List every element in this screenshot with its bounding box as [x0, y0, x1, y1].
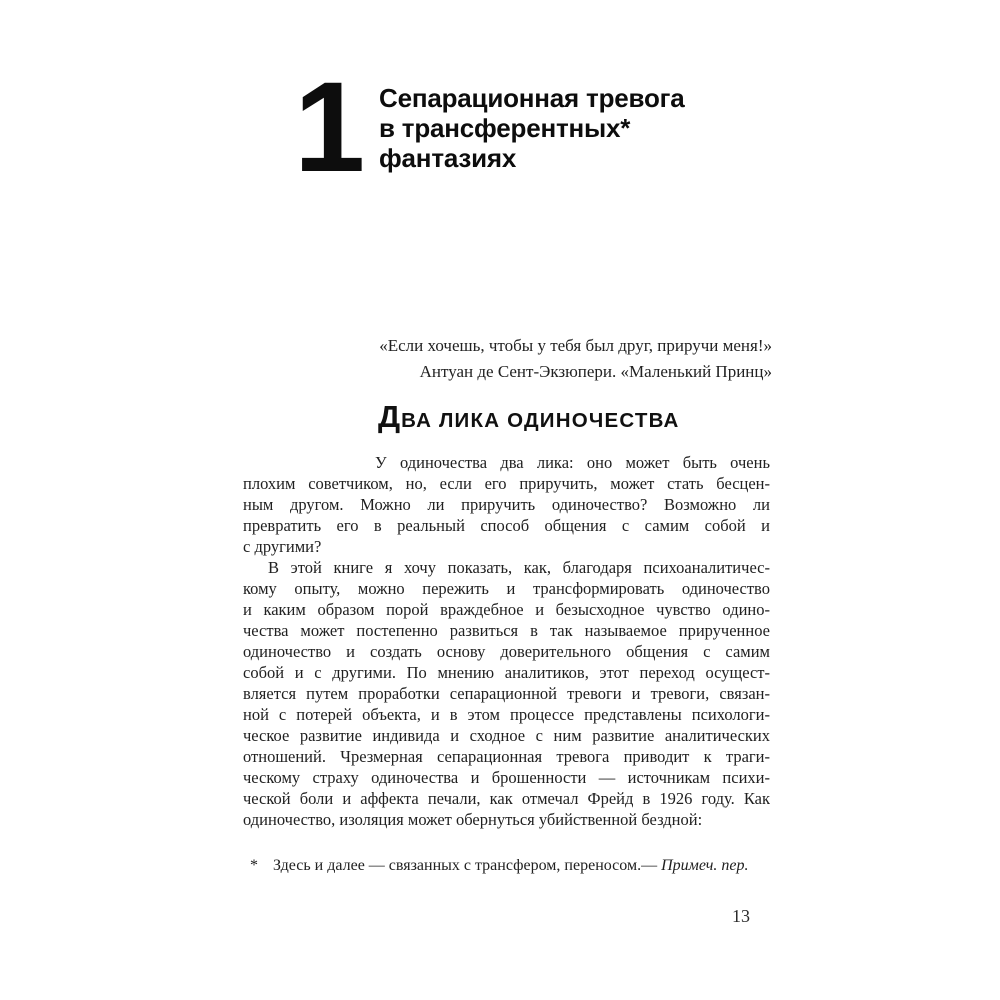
section-heading — [378, 399, 680, 439]
body-line: У одиночества два лика: оно может быть очень — [375, 453, 770, 472]
body-text — [243, 452, 770, 830]
footnote-text — [273, 855, 748, 876]
body-line: одиночество и создать основу доверительного общения с самим — [243, 642, 770, 661]
chapter-title-line: в трансферентных* — [379, 113, 631, 143]
body-line: В этой книге я хочу показать, как, благодаря психоаналитичес- — [268, 558, 770, 577]
body-line: одиночество, изоляция может обернуться убийственной бездной: — [243, 810, 703, 829]
chapter-title — [379, 83, 685, 173]
body-line: превратить его в реальный способ общения с самим собой и — [243, 516, 770, 535]
chapter-number: 1 — [294, 56, 362, 199]
body-line: ной с потерей объекта, и в этом процессе представлены психологи- — [243, 705, 770, 724]
body-line: отношений. Чрезмерная сепарационная тревога приводит к траги- — [243, 747, 770, 766]
body-line: с другими? — [243, 537, 322, 556]
body-line: собой и с другими. По мнению аналитиков, этот переход осущест- — [243, 663, 770, 682]
body-line: ческой боли и аффекта печали, как отмечал Фрейд в 1926 году. Как — [243, 789, 770, 808]
footnote-marker: * — [250, 857, 258, 874]
body-line: ным другом. Можно ли приручить одиночество? Возможно ли — [243, 495, 770, 514]
footnote — [243, 855, 773, 876]
page-number: 13 — [732, 906, 750, 926]
section-heading-initial: Д — [378, 399, 402, 434]
epigraph — [212, 333, 772, 385]
body-line: вляется путем проработки сепарационной тревоги и тревоги, связан- — [243, 684, 770, 703]
body-line: ческое развитие индивида и сходное с ним развитие аналитических — [243, 726, 770, 745]
chapter-title-line: Сепарационная тревога — [379, 83, 685, 113]
body-line: чества может постепенно развиться в так называемое прирученное — [243, 621, 770, 640]
epigraph-line: «Если хочешь, чтобы у тебя был друг, приручи меня!» — [379, 336, 772, 355]
body-line: плохим советчиком, но, если его приручить, может стать бесцен- — [243, 474, 770, 493]
body-line: и каким образом порой враждебное и безысходное чувство одино- — [243, 600, 770, 619]
body-line: кому опыту, можно пережить и трансформировать одиночество — [243, 579, 770, 598]
footnote-body: Здесь и далее — связанных с трансфером, переносом.— — [273, 857, 662, 874]
chapter-title-line: фантазиях — [379, 143, 517, 173]
epigraph-line: Антуан де Сент-Экзюпери. «Маленький Принц» — [419, 362, 772, 381]
body-line: ческому страху одиночества и брошенности — источникам психи- — [243, 768, 770, 787]
section-heading-text: ВА ЛИКА ОДИНОЧЕСТВА — [401, 409, 680, 432]
footnote-source: Примеч. пер. — [661, 857, 749, 874]
